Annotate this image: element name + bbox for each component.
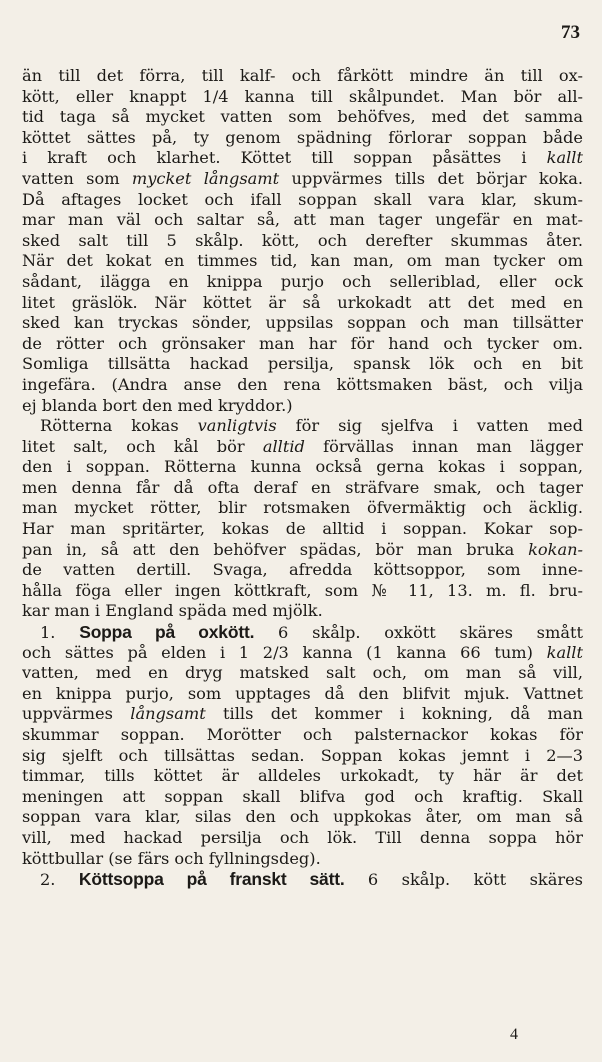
text-line: vill, med hackad persilja och lök. Till denna soppa hör [22, 827, 583, 847]
text-line: uppvärmes långsamt tills det kommer i kokning, då man [22, 704, 583, 724]
text-line: pan in, så att den behöfver spädas, bör man bruka kokan- [22, 539, 583, 559]
text-line: Somliga tillsätta hackad persilja, spansk lök och en bit [22, 354, 583, 374]
text-line: och sättes på elden i 1 2/3 kanna (1 kanna 66 tum) kallt [22, 642, 583, 662]
text-line: Har man spritärter, kokas de alltid i soppan. Kokar sop- [22, 519, 583, 539]
text-line: man mycket rötter, blir rotsmaken öfvermäktig och äcklig. [22, 498, 583, 518]
text-line: meningen att soppan skall blifva god och kraftig. Skall [22, 786, 583, 806]
text-line: sked salt till 5 skålp. kött, och derefter skummas åter. [22, 230, 583, 250]
text-line: än till det förra, till kalf- och fårkött mindre än till ox- [22, 66, 583, 85]
text-body [22, 66, 583, 890]
text-line: Då aftages locket och ifall soppan skall vara klar, skum- [22, 189, 583, 209]
emphasis-text: kokan- [528, 539, 583, 559]
text-line: vatten som mycket långsamt uppvärmes tills det börjar koka. [22, 168, 583, 188]
text-line: timmar, tills köttet är alldeles urkokadt, ty här är det [22, 766, 583, 786]
text-line: Rötterna kokas vanligtvis för sig sjelfva i vatten med [40, 416, 583, 436]
text-line: hålla föga eller ingen köttkraft, som № 11, 13. m. fl. bru- [22, 580, 583, 600]
text-line: i kraft och klarhet. Köttet till soppan påsättes i kallt [22, 148, 583, 168]
text-line: sådant, ilägga en knippa purjo och selleriblad, eller ock [22, 271, 583, 291]
signature-mark: 4 [510, 1026, 518, 1043]
text-line: soppan vara klar, silas den och uppkokas åter, om man så [22, 807, 583, 827]
emphasis-text: mycket långsamt [131, 168, 280, 188]
text-line: köttbullar (se färs och fyllningsdeg). [22, 848, 321, 868]
text-line: mar man väl och saltar så, att man tager ungefär en mat- [22, 210, 583, 230]
text-line: vatten, med en dryg matsked salt och, om man så vill, [22, 663, 583, 683]
recipe-heading: Köttsoppa på franskt sätt. [78, 869, 345, 890]
emphasis-text: alltid [262, 436, 305, 456]
emphasis-text: kallt [546, 642, 583, 662]
recipe-heading-line: 2. Köttsoppa på franskt sätt. 6 skålp. kött skäres [40, 869, 583, 890]
text-line: köttet sättes på, ty genom spädning förlorar soppan både [22, 127, 583, 147]
text-line: skummar soppan. Morötter och palsternackor kokas för [22, 725, 583, 744]
text-line: sig sjelft och tillsättas sedan. Soppan kokas jemnt i 2—3 [22, 745, 583, 765]
text-line: tid taga så mycket vatten som behöfves, med det samma [22, 107, 583, 127]
emphasis-text: långsamt [130, 704, 206, 724]
page-number: 73 [561, 22, 580, 43]
text-line: kar man i England späda med mjölk. [22, 601, 323, 621]
text-line: litet gräslök. När köttet är så urkokadt att det med en [22, 292, 583, 312]
text-line: När det kokat en timmes tid, kan man, om man tycker om [22, 251, 583, 271]
text-line: litet salt, och kål bör alltid förvällas innan man lägger [22, 436, 583, 456]
text-line: kött, eller knappt 1/4 kanna till skålpundet. Man bör all- [22, 86, 583, 106]
emphasis-text: kallt [546, 148, 583, 168]
emphasis-text: vanligtvis [197, 416, 277, 436]
text-line: men denna får då ofta deraf en sträfvare smak, och tager [22, 477, 583, 497]
text-line: ingefära. (Andra anse den rena köttsmaken bäst, och vilja [22, 374, 583, 394]
text-line: sked kan tryckas sönder, uppsilas soppan och man tillsätter [22, 313, 583, 333]
recipe-heading: Soppa på oxkött. [79, 622, 255, 643]
text-line: de vatten dertill. Svaga, afredda köttsoppor, som inne- [22, 560, 583, 580]
text-line: den i soppan. Rötterna kunna också gerna kokas i soppan, [22, 457, 583, 477]
recipe-heading-line: 1. Soppa på oxkött. 6 skålp. oxkött skäres smått [40, 622, 583, 643]
text-line: ej blanda bort den med kryddor.) [22, 395, 293, 415]
text-line: de rötter och grönsaker man har för hand och tycker om. [22, 333, 583, 353]
text-line: en knippa purjo, som upptages då den blifvit mjuk. Vattnet [22, 683, 583, 703]
